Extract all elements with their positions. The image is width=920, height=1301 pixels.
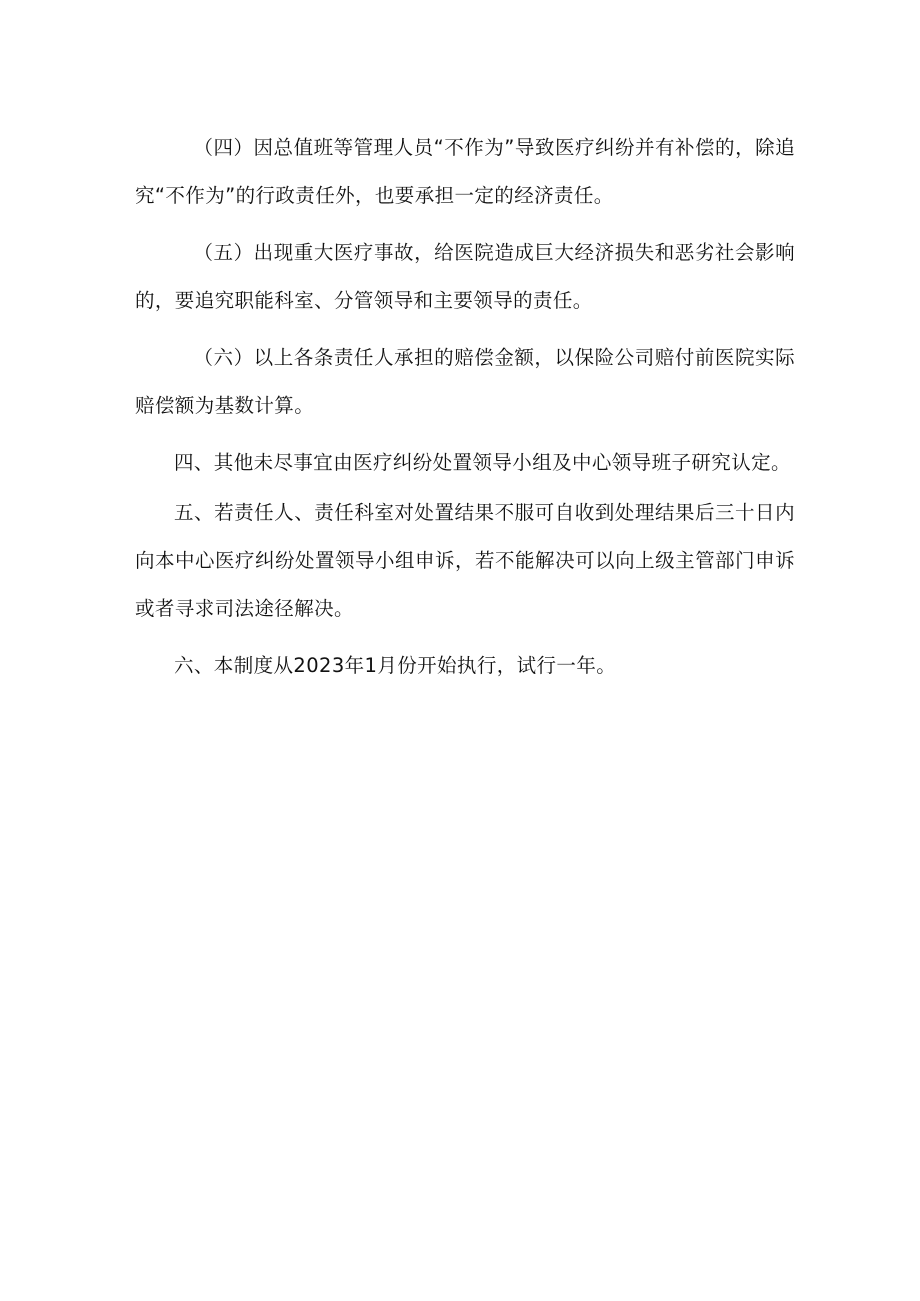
section-four-paragraph: 四、其他未尽事宜由医疗纠纷处置领导小组及中心领导班子研究认定。 <box>174 451 791 474</box>
clause-4-paragraph: （四）因总值班等管理人员“不作为”导致医疗纠纷并有补偿的，除追究“不作为”的行政责任外，也要承担一定的经济责任。 <box>135 136 795 207</box>
clause-5-paragraph: （五）出现重大医疗事故，给医院造成巨大经济损失和恶劣社会影响的，要追究职能科室、分管领导和主要领导的责任。 <box>135 241 795 312</box>
document-body <box>135 124 795 690</box>
section-six-paragraph: 六、本制度从2023年1月份开始执行，试行一年。 <box>174 654 617 677</box>
clause-6-paragraph: （六）以上各条责任人承担的赔偿金额，以保险公司赔付前医院实际赔偿额为基数计算。 <box>135 346 795 417</box>
section-five-paragraph: 五、若责任人、责任科室对处置结果不服可自收到处理结果后三十日内向本中心医疗纠纷处置领导小组申诉，若不能解决可以向上级主管部门申诉或者寻求司法途径解决。 <box>135 501 795 620</box>
